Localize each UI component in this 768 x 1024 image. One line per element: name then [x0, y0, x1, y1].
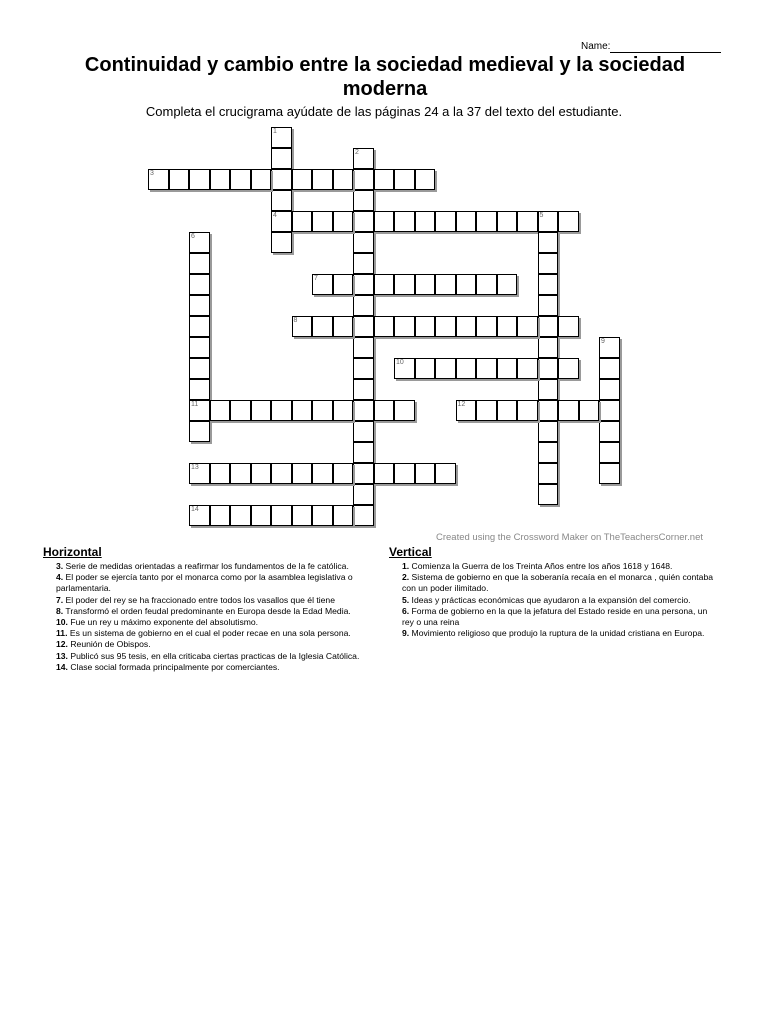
crossword-cell[interactable] — [353, 484, 374, 505]
crossword-cell[interactable] — [538, 211, 559, 232]
crossword-cell[interactable] — [353, 505, 374, 526]
clue-item — [43, 617, 373, 628]
crossword-cell[interactable] — [394, 358, 415, 379]
crossword-cell[interactable] — [538, 463, 559, 484]
clue-item-number: 12. — [56, 639, 68, 650]
crossword-cell[interactable] — [353, 463, 374, 484]
crossword-cell[interactable] — [497, 274, 518, 295]
clue-item — [389, 572, 719, 594]
crossword-cell[interactable] — [333, 274, 354, 295]
crossword-cell[interactable] — [476, 274, 497, 295]
crossword-cell[interactable] — [312, 400, 333, 421]
clue-number: 11 — [191, 401, 199, 408]
crossword-cell[interactable] — [353, 211, 374, 232]
crossword-cell[interactable] — [312, 274, 333, 295]
crossword-cell[interactable] — [476, 316, 497, 337]
crossword-cell[interactable] — [189, 274, 210, 295]
crossword-cell[interactable] — [517, 211, 538, 232]
clue-number: 1 — [273, 128, 277, 135]
crossword-cell[interactable] — [210, 400, 231, 421]
crossword-cell[interactable] — [579, 400, 600, 421]
crossword-cell[interactable] — [435, 274, 456, 295]
crossword-cell[interactable] — [189, 316, 210, 337]
crossword-cell[interactable] — [394, 463, 415, 484]
crossword-cell[interactable] — [415, 274, 436, 295]
crossword-cell[interactable] — [538, 295, 559, 316]
crossword-cell[interactable] — [189, 232, 210, 253]
clue-item-text: Clase social formada principalmente por comerciantes. — [67, 661, 280, 672]
crossword-cell[interactable] — [497, 358, 518, 379]
clue-number: 4 — [273, 212, 277, 219]
clue-item-number: 4. — [56, 572, 64, 583]
crossword-cell[interactable] — [456, 358, 477, 379]
crossword-cell[interactable] — [292, 211, 313, 232]
crossword-cell[interactable] — [312, 463, 333, 484]
crossword-cell[interactable] — [538, 253, 559, 274]
crossword-cell[interactable] — [230, 400, 251, 421]
clue-item-number: 5. — [402, 594, 410, 605]
crossword-cell[interactable] — [271, 148, 292, 169]
crossword-cell[interactable] — [230, 505, 251, 526]
clue-item-number: 1. — [402, 561, 410, 571]
crossword-cell[interactable] — [538, 316, 559, 337]
crossword-cell[interactable] — [189, 253, 210, 274]
clue-item-number: 13. — [56, 650, 68, 661]
crossword-cell[interactable] — [169, 169, 190, 190]
crossword-cell[interactable] — [271, 127, 292, 148]
crossword-cell[interactable] — [189, 295, 210, 316]
vertical-heading: Vertical — [389, 545, 432, 559]
crossword-cell[interactable] — [230, 463, 251, 484]
crossword-cell[interactable] — [148, 169, 169, 190]
clue-item-text: Publicó sus 95 tesis, en ella criticaba ciertas practicas de la Iglesia Católica. — [67, 650, 360, 661]
crossword-cell[interactable] — [292, 463, 313, 484]
crossword-cell[interactable] — [271, 400, 292, 421]
clue-item — [389, 606, 719, 628]
clue-number: 10 — [396, 359, 404, 366]
clue-number: 6 — [191, 233, 195, 240]
clue-item — [43, 651, 373, 662]
vertical-clues — [389, 545, 719, 639]
crossword-cell[interactable] — [333, 463, 354, 484]
clue-number: 7 — [314, 275, 318, 282]
crossword-cell[interactable] — [312, 169, 333, 190]
crossword-cell[interactable] — [353, 337, 374, 358]
crossword-cell[interactable] — [456, 400, 477, 421]
crossword-cell[interactable] — [353, 400, 374, 421]
clue-item — [389, 628, 719, 639]
crossword-cell[interactable] — [456, 316, 477, 337]
crossword-cell[interactable] — [538, 337, 559, 358]
clue-item-text: Forma de gobierno en la que la jefatura del Estado reside en una persona, un rey o una reina — [402, 605, 708, 628]
crossword-cell[interactable] — [189, 463, 210, 484]
clue-item-number: 11. — [56, 628, 68, 639]
crossword-cell[interactable] — [333, 169, 354, 190]
crossword-cell[interactable] — [210, 505, 231, 526]
horizontal-heading: Horizontal — [43, 545, 102, 559]
crossword-cell[interactable] — [415, 211, 436, 232]
clue-item — [43, 662, 373, 673]
crossword-cell[interactable] — [599, 442, 620, 463]
crossword-cell[interactable] — [333, 400, 354, 421]
crossword-cell[interactable] — [312, 316, 333, 337]
crossword-cell[interactable] — [415, 169, 436, 190]
clue-item-text: El poder se ejercía tanto por el monarca como por la asamblea legislativa o parlamentaria. — [56, 572, 353, 594]
crossword-cell[interactable] — [333, 211, 354, 232]
crossword-cell[interactable] — [599, 421, 620, 442]
crossword-cell[interactable] — [599, 463, 620, 484]
crossword-cell[interactable] — [333, 505, 354, 526]
clue-item — [389, 595, 719, 606]
clue-item-text: Serie de medidas orientadas a reafirmar los fundamentos de la fe católica. — [63, 561, 349, 571]
clue-item-number: 9. — [402, 628, 410, 639]
crossword-cell[interactable] — [415, 358, 436, 379]
crossword-cell[interactable] — [353, 148, 374, 169]
crossword-cell[interactable] — [353, 358, 374, 379]
crossword-cell[interactable] — [271, 463, 292, 484]
horizontal-clues — [43, 545, 373, 673]
crossword-cell[interactable] — [230, 169, 251, 190]
clue-item-number: 14. — [56, 661, 68, 672]
crossword-cell[interactable] — [456, 211, 477, 232]
crossword-cell[interactable] — [374, 400, 395, 421]
crossword-cell[interactable] — [497, 400, 518, 421]
crossword-cell[interactable] — [538, 379, 559, 400]
clue-item-number: 6. — [402, 605, 410, 616]
crossword-cell[interactable] — [374, 211, 395, 232]
crossword-cell[interactable] — [374, 316, 395, 337]
crossword-cell[interactable] — [292, 169, 313, 190]
crossword-cell[interactable] — [517, 400, 538, 421]
clue-number: 9 — [601, 338, 605, 345]
crossword-cell[interactable] — [210, 169, 231, 190]
crossword-cell[interactable] — [353, 421, 374, 442]
crossword-cell[interactable] — [374, 463, 395, 484]
clue-item-text: Movimiento religioso que produjo la ruptura de la unidad cristiana en Europa. — [409, 628, 705, 639]
crossword-cell[interactable] — [353, 295, 374, 316]
clue-number: 8 — [293, 317, 298, 324]
crossword-cell[interactable] — [251, 505, 272, 526]
clue-item-text: Comienza la Guerra de los Treinta Años entre los años 1618 y 1648. — [409, 561, 673, 571]
credit-text: Created using the Crossword Maker on TheTeachersCorner.net — [436, 532, 704, 543]
crossword-cell[interactable] — [353, 169, 374, 190]
crossword-cell[interactable] — [394, 211, 415, 232]
clue-item-text: Transformó el orden feudal predominante en Europa desde la Edad Media. — [63, 605, 351, 616]
crossword-cell[interactable] — [599, 337, 620, 358]
clue-item-text: Sistema de gobierno en que la soberanía recaía en el monarca , quién contaba con un poder ilimitado. — [402, 572, 714, 594]
clue-item-number: 3. — [56, 561, 64, 571]
crossword-cell[interactable] — [353, 316, 374, 337]
crossword-cell[interactable] — [538, 358, 559, 379]
crossword-cell[interactable] — [538, 400, 559, 421]
clue-item-text: Fue un rey u máximo exponente del absolutismo. — [67, 617, 259, 628]
clue-item-number: 10. — [56, 617, 68, 628]
crossword-cell[interactable] — [517, 316, 538, 337]
crossword-cell[interactable] — [189, 400, 210, 421]
crossword-cell[interactable] — [189, 337, 210, 358]
crossword-cell[interactable] — [558, 316, 579, 337]
clue-item — [389, 561, 719, 572]
crossword-cell[interactable] — [394, 400, 415, 421]
clue-number: 12 — [457, 401, 466, 408]
crossword-cell[interactable] — [353, 379, 374, 400]
clue-item-text: Reunión de Obispos. — [67, 639, 151, 650]
crossword-cell[interactable] — [476, 358, 497, 379]
crossword-cell[interactable] — [189, 379, 210, 400]
clue-item-text: Ideas y prácticas económicas que ayudaron a la expansión del comercio. — [409, 594, 691, 605]
crossword-cell[interactable] — [251, 400, 272, 421]
crossword-cell[interactable] — [251, 169, 272, 190]
crossword-cell[interactable] — [394, 169, 415, 190]
crossword-cell[interactable] — [538, 421, 559, 442]
clue-item-text: El poder del rey se ha fraccionado entre todos los vasallos que él tiene — [63, 594, 335, 605]
page-title: Continuidad y cambio entre la sociedad medieval y la sociedad moderna — [84, 54, 686, 100]
clue-item — [43, 572, 373, 594]
clue-item-number: 7. — [56, 594, 64, 605]
crossword-cell[interactable] — [435, 316, 456, 337]
crossword-cell[interactable] — [497, 211, 518, 232]
clue-number: 3 — [150, 170, 154, 177]
crossword-cell[interactable] — [271, 505, 292, 526]
crossword-cell[interactable] — [271, 211, 292, 232]
crossword-cell[interactable] — [394, 274, 415, 295]
crossword-cell[interactable] — [353, 442, 374, 463]
crossword-cell[interactable] — [538, 484, 559, 505]
crossword-cell[interactable] — [292, 505, 313, 526]
crossword-cell[interactable] — [435, 463, 456, 484]
crossword-cell[interactable] — [538, 274, 559, 295]
crossword-cell[interactable] — [189, 421, 210, 442]
crossword-cell[interactable] — [558, 358, 579, 379]
crossword-cell[interactable] — [312, 505, 333, 526]
clue-item-number: 2. — [402, 572, 410, 583]
crossword-cell[interactable] — [353, 274, 374, 295]
crossword-cell[interactable] — [353, 232, 374, 253]
crossword-cell[interactable] — [517, 358, 538, 379]
crossword-cell[interactable] — [292, 400, 313, 421]
crossword-cell[interactable] — [599, 358, 620, 379]
clue-item — [43, 595, 373, 606]
crossword-cell[interactable] — [292, 316, 313, 337]
crossword-cell[interactable] — [435, 358, 456, 379]
crossword-cell[interactable] — [189, 358, 210, 379]
crossword-cell[interactable] — [476, 211, 497, 232]
clue-item — [43, 628, 373, 639]
clue-number: 13 — [191, 464, 199, 471]
clue-item — [43, 561, 373, 572]
clue-item-number: 8. — [56, 605, 64, 616]
crossword-cell[interactable] — [456, 274, 477, 295]
clue-item — [43, 606, 373, 617]
crossword-cell[interactable] — [374, 274, 395, 295]
crossword-cell[interactable] — [599, 400, 620, 421]
crossword-cell[interactable] — [271, 232, 292, 253]
crossword-cell[interactable] — [435, 211, 456, 232]
crossword-cell[interactable] — [538, 232, 559, 253]
crossword-cell[interactable] — [558, 400, 579, 421]
clue-number: 14 — [191, 506, 199, 513]
crossword-cell[interactable] — [476, 400, 497, 421]
crossword-cell[interactable] — [394, 316, 415, 337]
clue-number: 5 — [539, 212, 544, 219]
crossword-cell[interactable] — [599, 379, 620, 400]
crossword-cell[interactable] — [415, 463, 436, 484]
crossword-cell[interactable] — [189, 505, 210, 526]
crossword-cell[interactable] — [497, 316, 518, 337]
crossword-cell[interactable] — [271, 190, 292, 211]
crossword-cell[interactable] — [415, 316, 436, 337]
clue-item — [43, 639, 373, 650]
crossword-cell[interactable] — [558, 211, 579, 232]
crossword-cell[interactable] — [353, 253, 374, 274]
crossword-cell[interactable] — [538, 442, 559, 463]
clue-item-text: Es un sistema de gobierno en el cual el poder recae en una sola persona. — [67, 628, 351, 639]
crossword-cell[interactable] — [333, 316, 354, 337]
crossword-cell[interactable] — [210, 463, 231, 484]
crossword-cell[interactable] — [251, 463, 272, 484]
crossword-cell[interactable] — [374, 169, 395, 190]
crossword-cell[interactable] — [271, 169, 292, 190]
crossword-cell[interactable] — [312, 211, 333, 232]
instructions: Completa el crucigrama ayúdate de las páginas 24 a la 37 del texto del estudiante. — [145, 104, 623, 119]
name-label: Name: — [581, 41, 611, 52]
crossword-cell[interactable] — [353, 190, 374, 211]
clue-number: 2 — [355, 149, 359, 156]
crossword-cell[interactable] — [189, 169, 210, 190]
